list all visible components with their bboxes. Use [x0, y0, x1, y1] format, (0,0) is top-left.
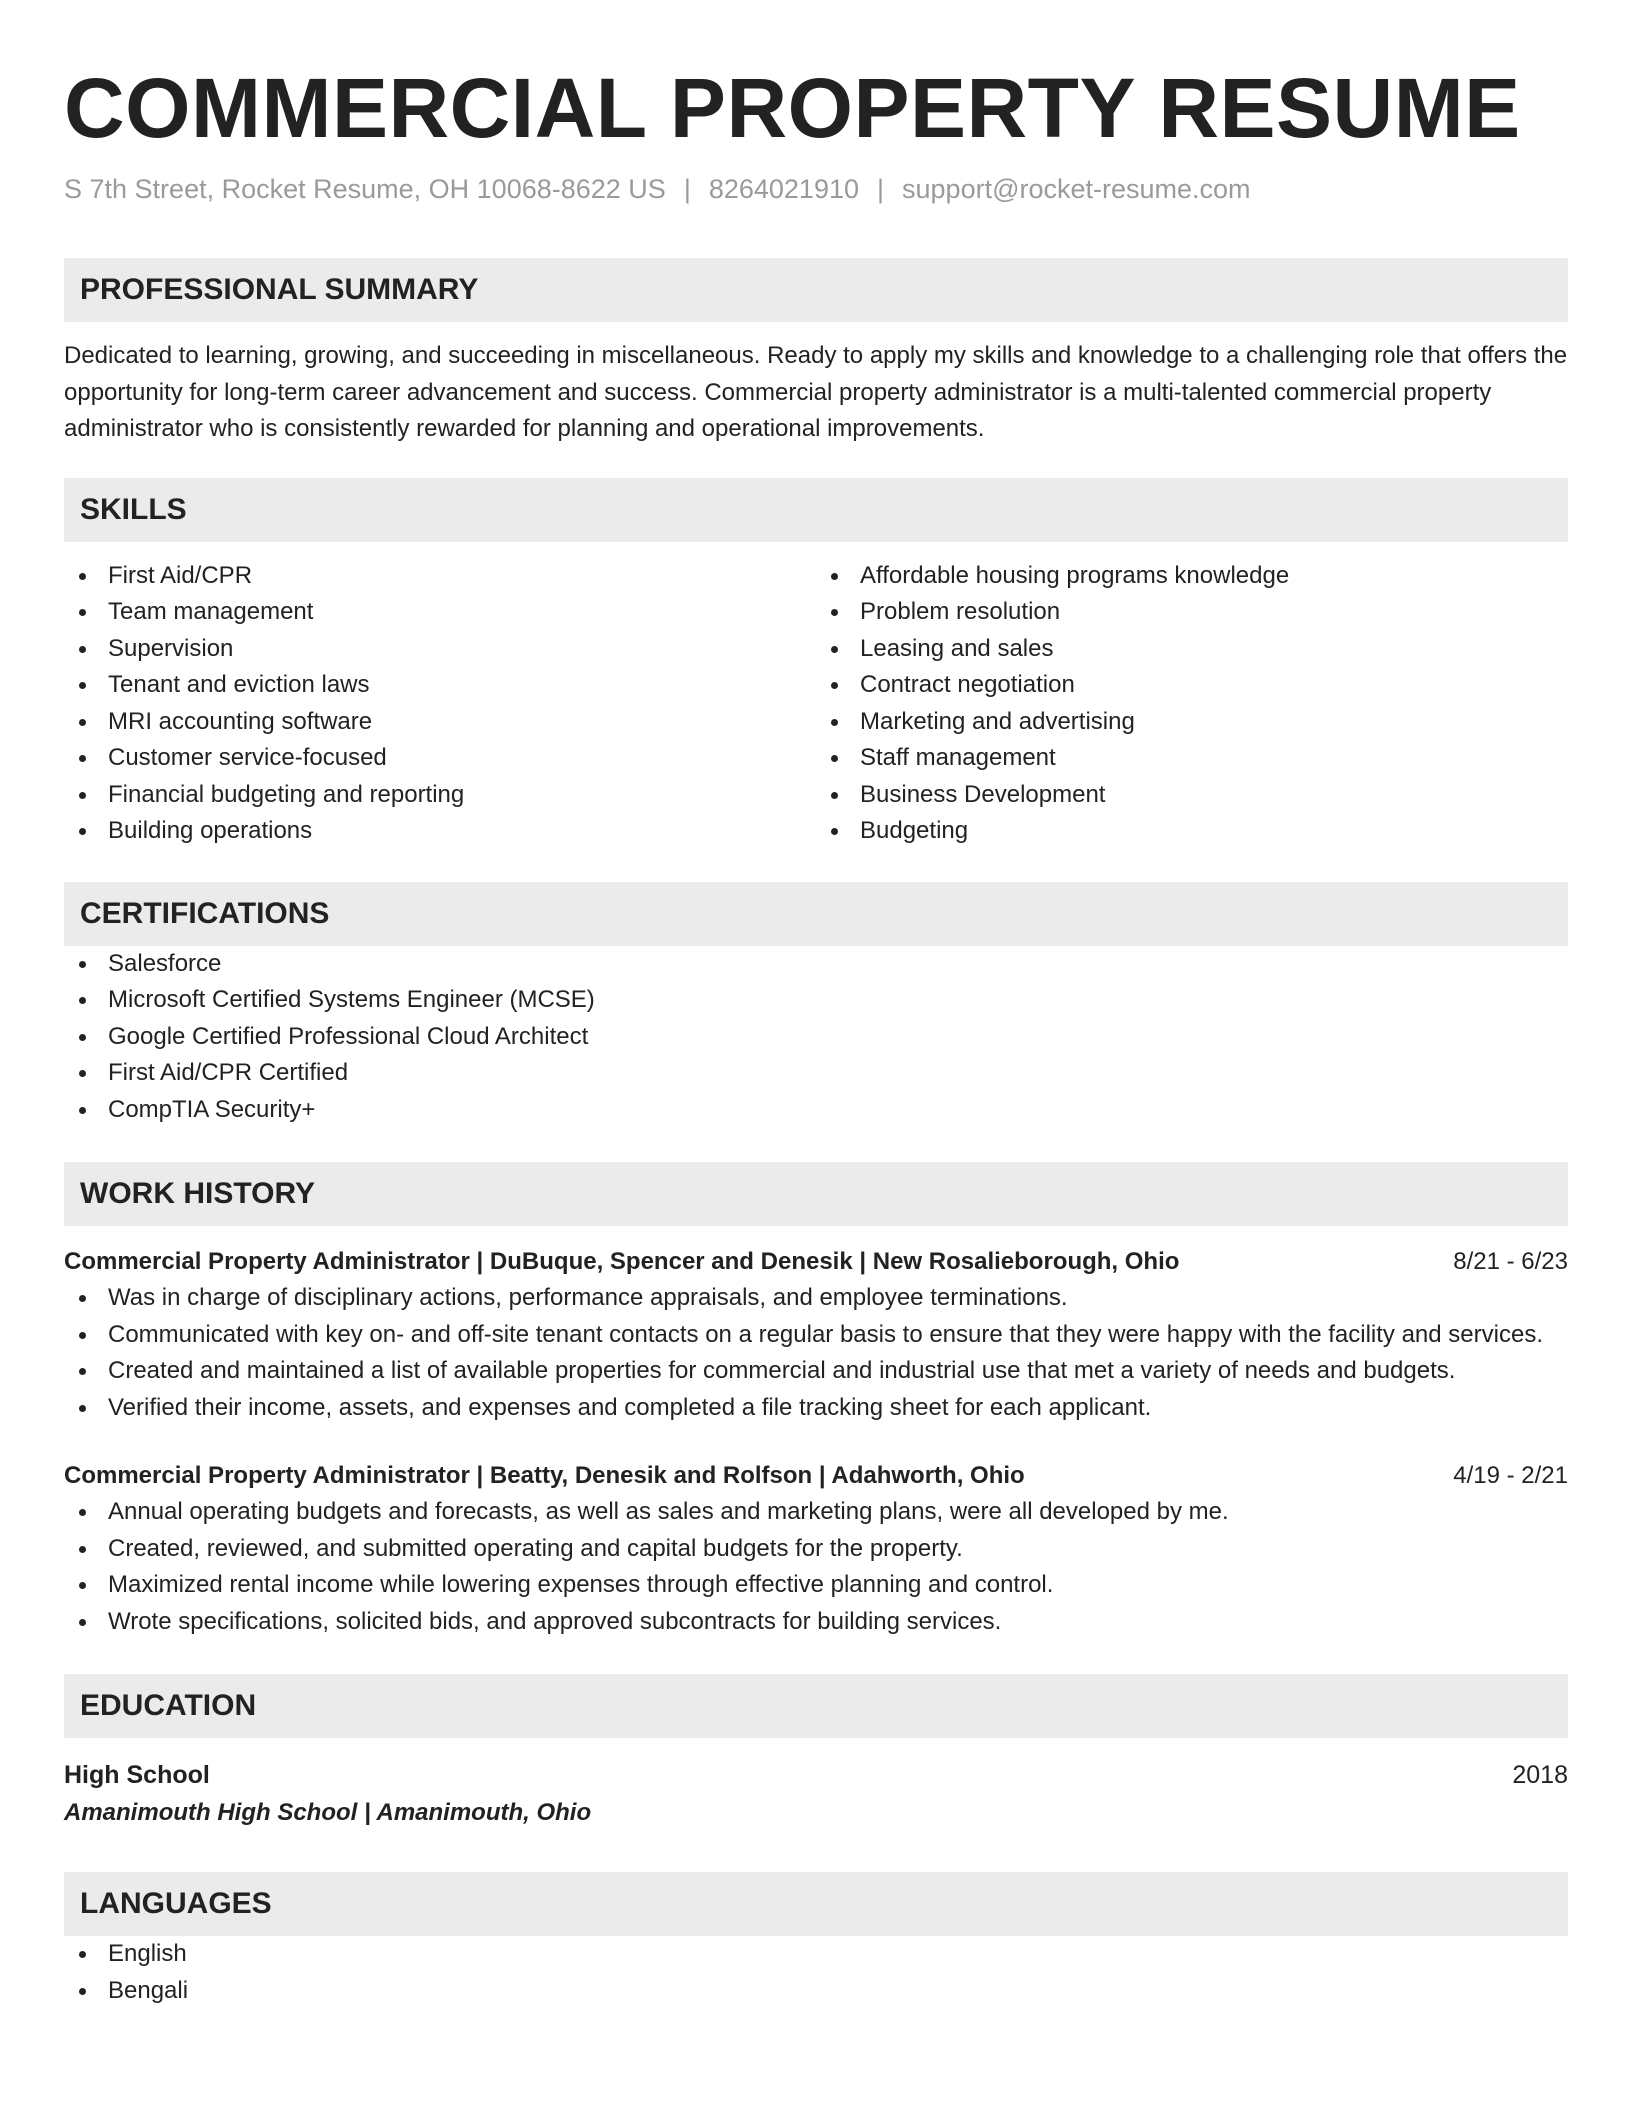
summary-text: Dedicated to learning, growing, and succeeding in miscellaneous. Ready to apply my skills and knowledge to a challenging role that offers the opportunity for long-term career advancement and success. Commercial property administrator is a multi-talented commercial property administrator who is consistently rewarded for planning and operational improvements.	[64, 342, 1568, 442]
section-heading-certifications: CERTIFICATIONS	[64, 882, 1568, 946]
skill-item: Supervision	[64, 631, 816, 668]
language-item: Bengali	[64, 1973, 1568, 2010]
job-bullet: Annual operating budgets and forecasts, as well as sales and marketing plans, were all developed by me.	[64, 1494, 1568, 1531]
skill-item: Leasing and sales	[816, 631, 1568, 668]
skills-list	[64, 558, 1568, 850]
skill-item: Budgeting	[816, 813, 1568, 850]
skill-item: Customer service-focused	[64, 740, 816, 777]
job-dates: 4/19 - 2/21	[1453, 1462, 1568, 1489]
skills-column-right	[816, 558, 1568, 850]
job-bullet: Created, reviewed, and submitted operating and capital budgets for the property.	[64, 1531, 1568, 1568]
skill-item: Building operations	[64, 813, 816, 850]
section-heading-languages: LANGUAGES	[64, 1872, 1568, 1936]
certification-item: Salesforce	[64, 946, 1568, 983]
job-bullets	[64, 1280, 1568, 1426]
job-bullet: Communicated with key on- and off-site tenant contacts on a regular basis to ensure that they were happy with the facility and services.	[64, 1317, 1568, 1354]
job-bullet: Was in charge of disciplinary actions, performance appraisals, and employee terminations.	[64, 1280, 1568, 1317]
job-header	[64, 1244, 1568, 1280]
skill-item: Tenant and eviction laws	[64, 667, 816, 704]
contact-email: support@rocket-resume.com	[902, 174, 1251, 204]
education-school: Amanimouth High School | Amanimouth, Ohio	[64, 1799, 592, 1826]
job-title: Commercial Property Administrator | DuBuque, Spencer and Denesik | New Rosalieborough, Ohio	[64, 1248, 1180, 1275]
section-heading-education: EDUCATION	[64, 1674, 1568, 1738]
job-dates: 8/21 - 6/23	[1453, 1248, 1568, 1275]
skill-item: Financial budgeting and reporting	[64, 777, 816, 814]
education-year: 2018	[1512, 1761, 1568, 1789]
language-item: English	[64, 1936, 1568, 1973]
skill-item: Marketing and advertising	[816, 704, 1568, 741]
contact-address: S 7th Street, Rocket Resume, OH 10068-8622 US	[64, 174, 666, 204]
job-bullet: Maximized rental income while lowering expenses through effective planning and control.	[64, 1567, 1568, 1604]
certification-item: CompTIA Security+	[64, 1092, 1568, 1129]
certification-item: Microsoft Certified Systems Engineer (MCSE)	[64, 982, 1568, 1019]
skills-column-left	[64, 558, 816, 850]
section-heading-work-history: WORK HISTORY	[64, 1162, 1568, 1226]
certification-item: Google Certified Professional Cloud Architect	[64, 1019, 1568, 1056]
job-bullet: Created and maintained a list of available properties for commercial and industrial use that met a variety of needs and budgets.	[64, 1353, 1568, 1390]
skill-item: Contract negotiation	[816, 667, 1568, 704]
education-header	[64, 1756, 1568, 1794]
section-heading-skills: SKILLS	[64, 478, 1568, 542]
job-bullets	[64, 1494, 1568, 1640]
certification-item: First Aid/CPR Certified	[64, 1055, 1568, 1092]
contact-separator: |	[877, 174, 885, 204]
job-title: Commercial Property Administrator | Beatty, Denesik and Rolfson | Adahworth, Ohio	[64, 1462, 1025, 1489]
certifications-list	[64, 946, 1568, 1129]
skill-item: Staff management	[816, 740, 1568, 777]
resume-title: COMMERCIAL PROPERTY RESUME	[64, 61, 1521, 155]
job-bullet: Verified their income, assets, and expenses and completed a file tracking sheet for each applicant.	[64, 1390, 1568, 1427]
skill-item: First Aid/CPR	[64, 558, 816, 595]
contact-phone: 8264021910	[708, 174, 859, 204]
contact-line	[64, 172, 1568, 206]
skill-item: Problem resolution	[816, 594, 1568, 631]
job-bullet: Wrote specifications, solicited bids, and approved subcontracts for building services.	[64, 1604, 1568, 1641]
skill-item: Affordable housing programs knowledge	[816, 558, 1568, 595]
skill-item: Team management	[64, 594, 816, 631]
skill-item: MRI accounting software	[64, 704, 816, 741]
languages-list	[64, 1936, 1568, 2009]
contact-separator: |	[683, 174, 691, 204]
education-degree: High School	[64, 1761, 210, 1789]
section-heading-summary: PROFESSIONAL SUMMARY	[64, 258, 1568, 322]
job-header	[64, 1458, 1568, 1494]
skill-item: Business Development	[816, 777, 1568, 814]
